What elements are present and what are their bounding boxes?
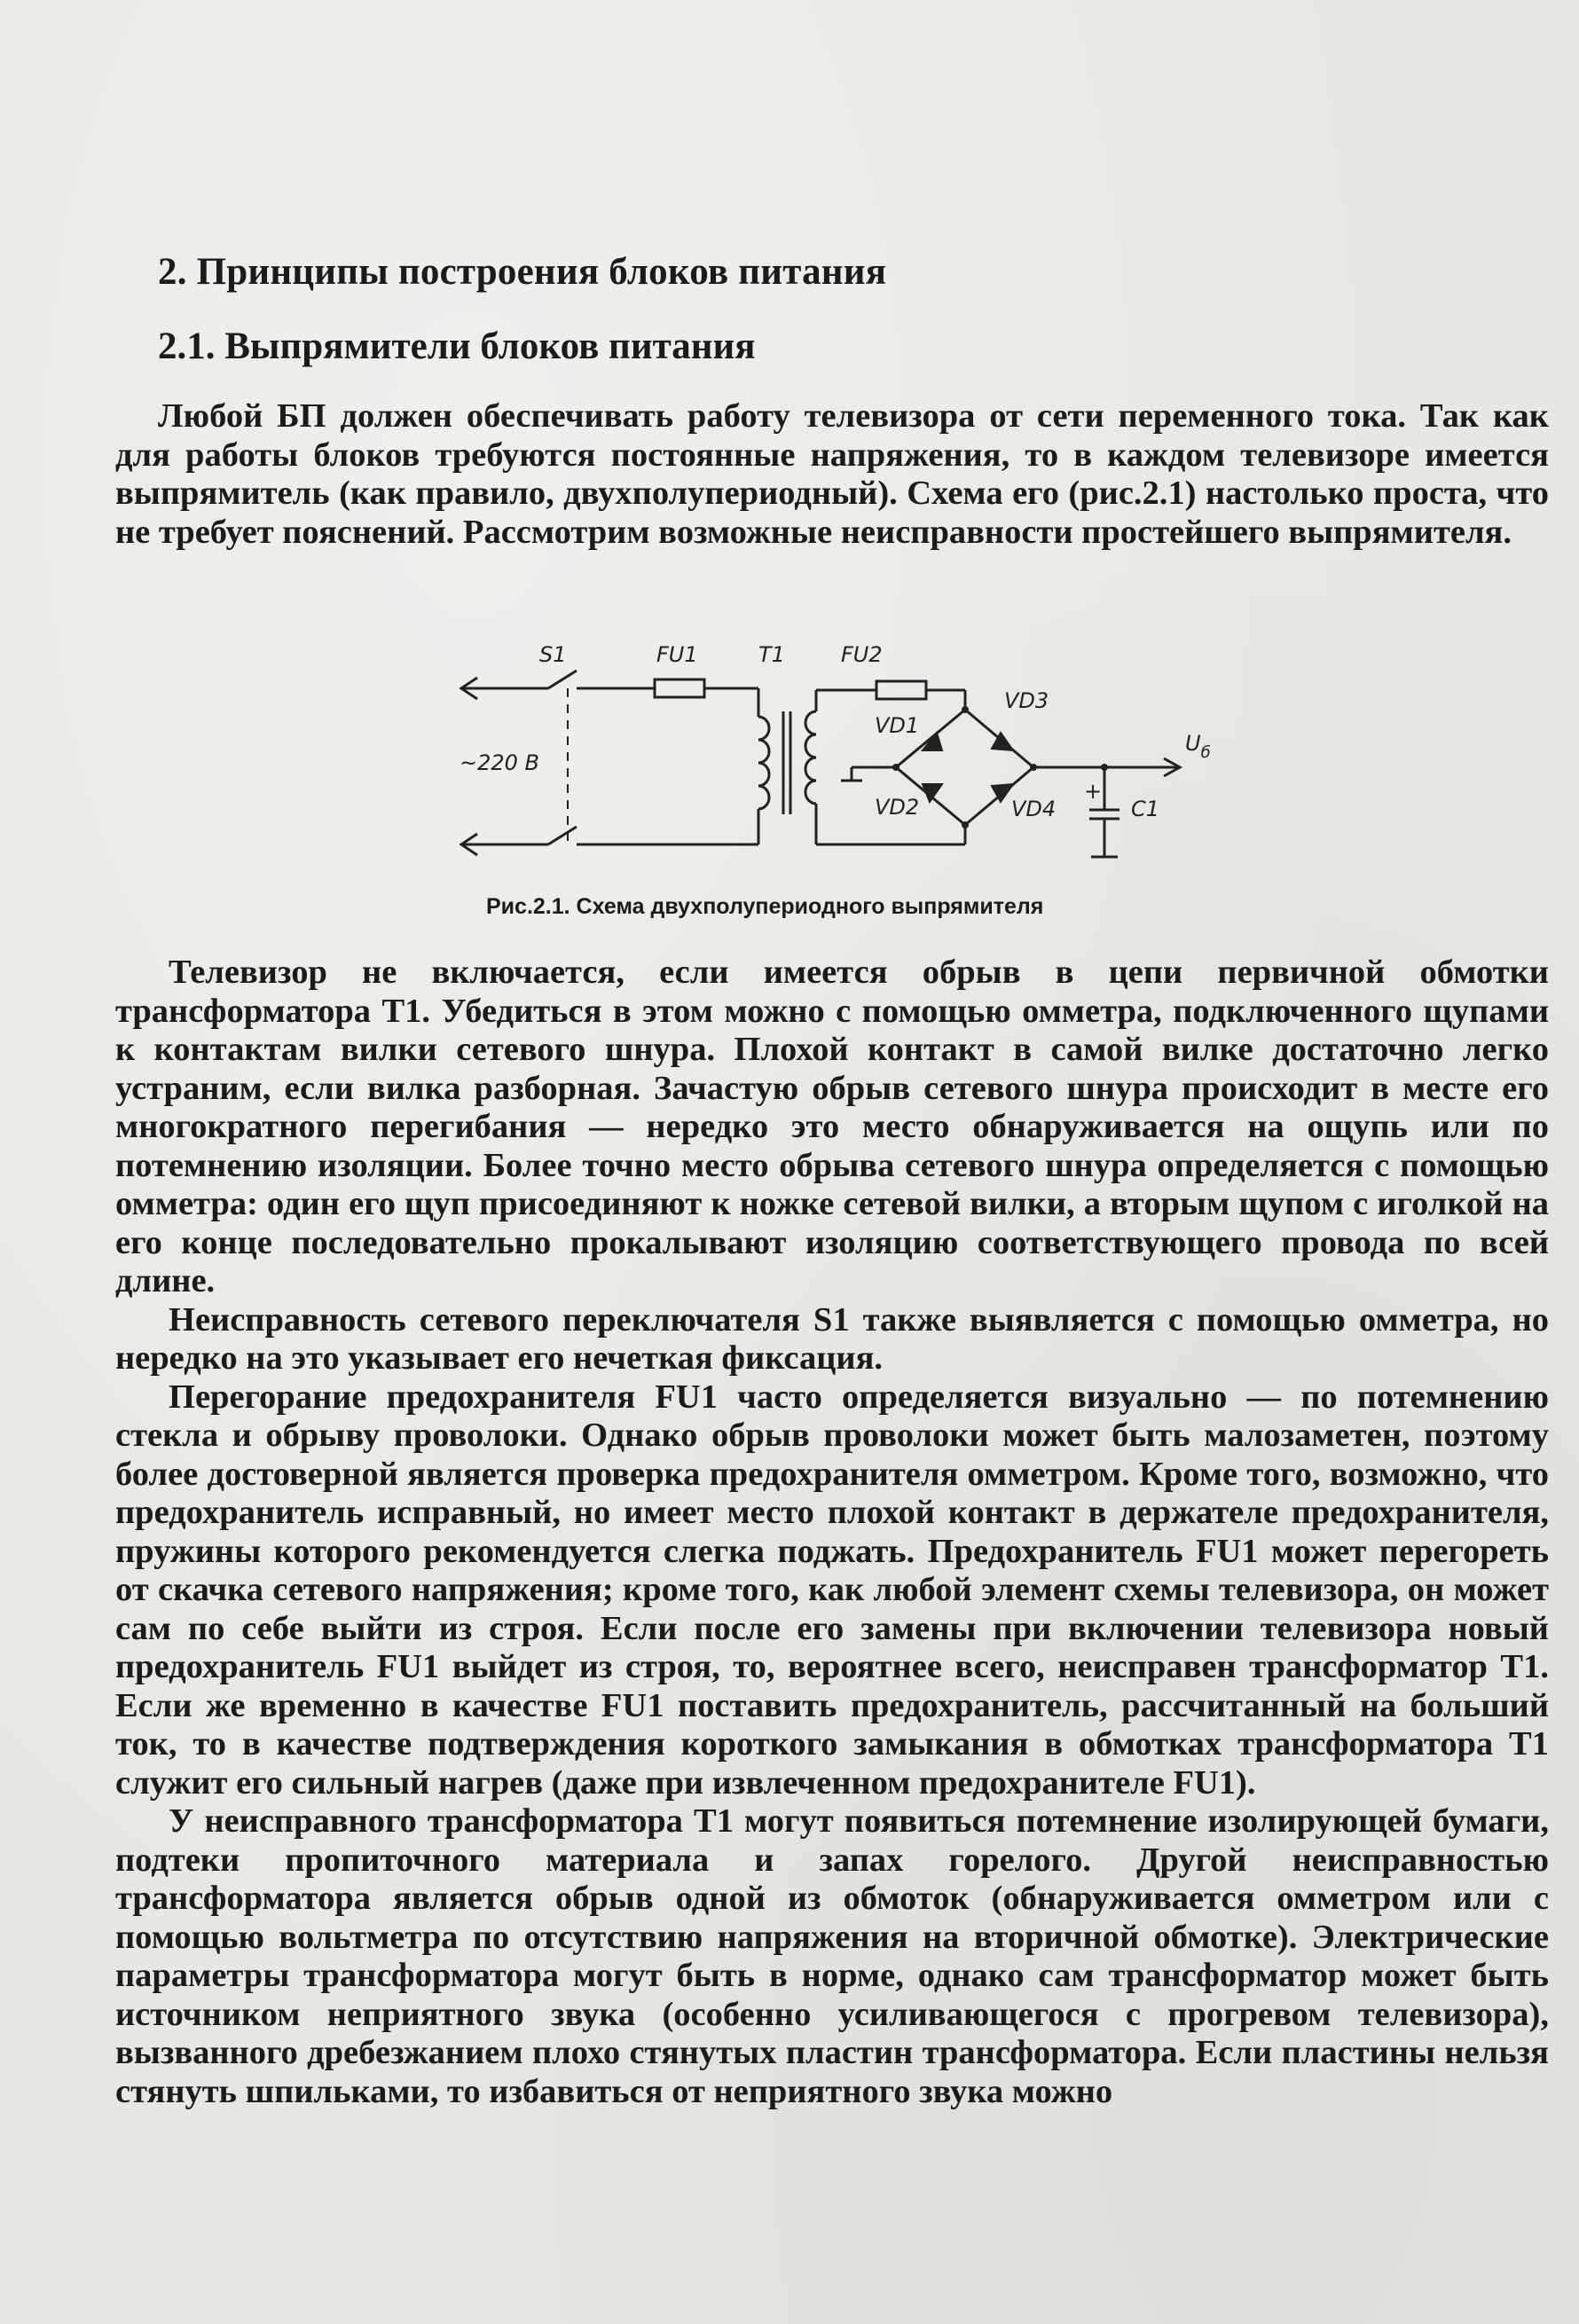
label-output: $U_б$ [1185, 731, 1211, 762]
paragraph-transformer: У неисправного трансформатора T1 могут появиться потемнение изолирующей бумаги, подтеки пропиточного материала и запах горелого. Другой неисправностью трансформатора является обрыв одной из обмоток (обнаруживается омметром или с помощью вольтметра по отсутствию напряжения на вторичной обмотке). Электрические параметры трансформатора могут быть в норме, однако сам трансформатор может быть источником неприятного звука (особенно усиливающегося с прогревом телевизора), вызванного дребезжанием плохо стянутых пластин трансформатора. Если пластины нельзя стянуть шпильками, то избавиться от неприятного звука можно [115, 1802, 1549, 2110]
label-t1: T1 [758, 642, 785, 667]
figure-caption: Рис.2.1. Схема двухполупериодного выпрямителя [486, 894, 1044, 919]
schematic-svg [444, 637, 1242, 876]
label-plus: + [1084, 779, 1103, 804]
label-vd3: VD3 [1004, 688, 1049, 713]
primary-winding [758, 717, 769, 809]
label-s1: S1 [539, 642, 567, 667]
label-mains: ~220 В [460, 750, 540, 775]
label-c1: C1 [1131, 797, 1160, 821]
chapter-heading: 2. Принципы построения блоков питания [158, 251, 887, 293]
body-text [115, 954, 1549, 2111]
label-fu2: FU2 [841, 642, 883, 667]
intro-paragraph: Любой БП должен обеспечивать работу телевизора от сети переменного тока. Так как для работы блоков требуются постоянные напряжения, то в каждом телевизоре имеется выпрямитель (как правило, двухполупериодный). Схема его (рис.2.1) настолько проста, что не требует пояснений. Рассмотрим возможные неисправности простейшего выпрямителя. [115, 397, 1549, 551]
rectifier-schematic [444, 637, 1242, 876]
diode-vd2 [923, 784, 942, 802]
paragraph-power-cord: Телевизор не включается, если имеется обрыв в цепи первичной обмотки трансформатора T1. Убедиться в этом можно с помощью омметра, подключенного щупами к контактам вилки сетевого шнура. Плохой контакт в самой вилке достаточно легко устраним, если вилка разборная. Зачастую обрыв сетевого шнура происходит в месте его многократного перегибания — нередко это место обнаруживается на ощупь или по потемнению изоляции. Более точно место обрыва сетевого шнура определяется с помощью омметра: один его щуп присоединяют к ножке сетевой вилки, а вторым щупом с иголкой на его конце последовательно прокалывают изоляцию соответствующего провода по всей длине. [115, 954, 1549, 1299]
label-vd1: VD1 [875, 713, 920, 738]
paragraph-fuse: Перегорание предохранителя FU1 часто определяется визуально — по потемнению стекла и обрыву проволоки. Однако обрыв проволоки может быть малозаметен, поэтому более достоверной является проверка предохранителя омметром. Кроме того, возможно, что предохранитель исправный, но имеет место плохой контакт в держателе предохранителя, пружины которого рекомендуется слегка поджать. Предохранитель FU1 может перегореть от скачка сетевого напряжения; кроме того, как любой элемент схемы телевизора, он может сам по себе выйти из строя. Если после его замены при включении телевизора новый предохранитель FU1 выйдет из строя, то, вероятнее всего, неисправен трансформатор T1. Если же временно в качестве FU1 поставить предохранитель, рассчитанный на больший ток, то в качестве подтверждения короткого замыкания в обмотках трансформатора T1 служит его сильный нагрев (даже при извлеченном предохранителе FU1). [115, 1378, 1549, 1802]
switch-s1-bottom [548, 827, 577, 844]
fuse-fu1 [655, 679, 704, 697]
switch-s1-top [548, 671, 577, 688]
section-heading: 2.1. Выпрямители блоков питания [158, 326, 756, 367]
fuse-fu2 [876, 681, 926, 699]
label-vd2: VD2 [875, 795, 920, 820]
label-fu1: FU1 [656, 642, 698, 667]
paragraph-switch: Неисправность сетевого переключателя S1 также выявляется с помощью омметра, но нередко на это указывает его нечеткая фиксация. [115, 1300, 1549, 1377]
secondary-winding [805, 711, 816, 804]
label-vd4: VD4 [1011, 797, 1057, 821]
